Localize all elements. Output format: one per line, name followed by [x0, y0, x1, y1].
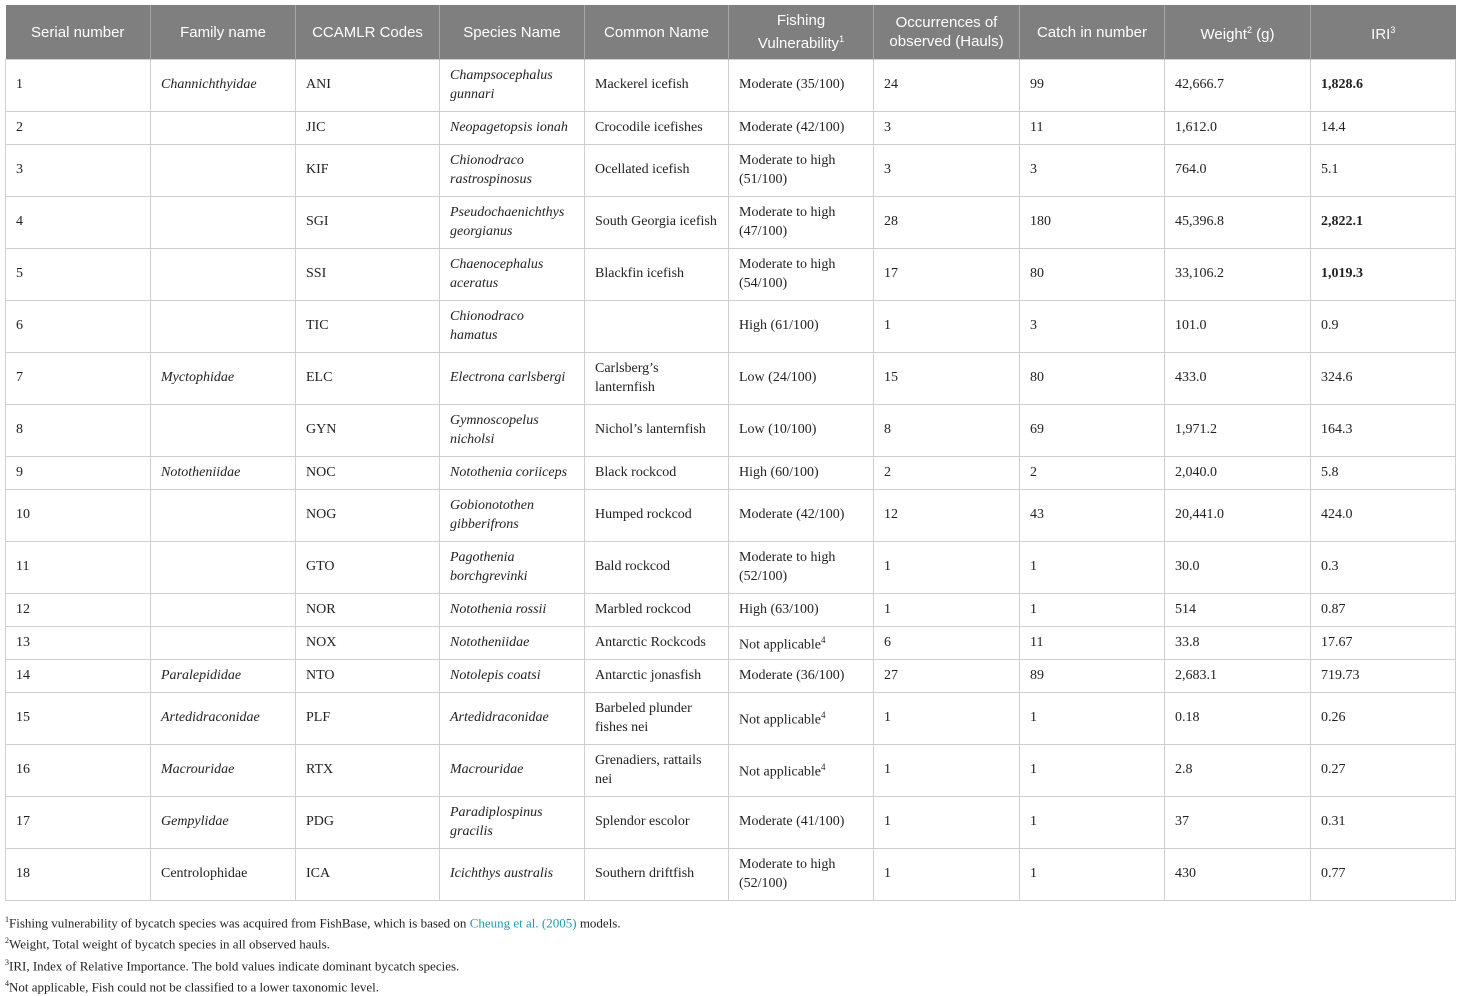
- fishing-vulnerability-value: Moderate to high (51/100): [739, 153, 836, 187]
- species-name-cell: Chaenocephalus aceratus: [440, 249, 585, 301]
- ccamlr-code-cell: NOR: [296, 594, 440, 627]
- serial-number-cell: 10: [6, 490, 151, 542]
- iri-cell: 0.31: [1311, 797, 1456, 849]
- fishing-vulnerability-cell: [729, 301, 874, 353]
- footnote-4: [5, 975, 1455, 996]
- fishing-vulnerability-value: Moderate (42/100): [739, 507, 845, 523]
- iri-cell: 719.73: [1311, 660, 1456, 693]
- occurrences-cell: 6: [874, 627, 1020, 660]
- family-name-cell: [151, 301, 296, 353]
- species-name-cell: Macrouridae: [440, 745, 585, 797]
- catch-number-cell: 3: [1020, 145, 1165, 197]
- ccamlr-code-cell: RTX: [296, 745, 440, 797]
- bycatch-table-container: [5, 5, 1455, 901]
- catch-number-cell: 43: [1020, 490, 1165, 542]
- common-name-cell: Grenadiers, rattails nei: [585, 745, 729, 797]
- column-header-label: IRI: [1371, 25, 1391, 43]
- table-row: [6, 849, 1456, 901]
- family-name-cell: Myctophidae: [151, 353, 296, 405]
- ccamlr-code-cell: ICA: [296, 849, 440, 901]
- column-header-label: Occurrences of observed (Hauls): [889, 14, 1004, 50]
- iri-cell: 1,019.3: [1311, 249, 1456, 301]
- weight-cell: 1,612.0: [1165, 112, 1311, 145]
- column-header: [729, 5, 874, 60]
- column-header-unit: (g): [1251, 25, 1275, 43]
- weight-cell: 33,106.2: [1165, 249, 1311, 301]
- serial-number-cell: 7: [6, 353, 151, 405]
- footnote-2: [5, 932, 1455, 953]
- common-name-cell: South Georgia icefish: [585, 197, 729, 249]
- ccamlr-code-cell: PLF: [296, 693, 440, 745]
- fishing-vulnerability-cell: [729, 745, 874, 797]
- fishing-vulnerability-value: High (63/100): [739, 601, 819, 617]
- column-header: [1165, 5, 1311, 60]
- family-name-cell: Macrouridae: [151, 745, 296, 797]
- iri-cell: 5.8: [1311, 457, 1456, 490]
- common-name-cell: Black rockcod: [585, 457, 729, 490]
- column-header: [874, 5, 1020, 60]
- iri-cell: 5.1: [1311, 145, 1456, 197]
- species-name-cell: Notothenia rossii: [440, 594, 585, 627]
- fishing-vulnerability-cell: [729, 594, 874, 627]
- species-name-cell: Notothenia coriiceps: [440, 457, 585, 490]
- common-name-cell: Carlsberg’s lanternfish: [585, 353, 729, 405]
- iri-cell: 0.9: [1311, 301, 1456, 353]
- serial-number-cell: 4: [6, 197, 151, 249]
- column-header-label: Catch in number: [1036, 23, 1148, 41]
- column-header-label: Family name: [180, 23, 266, 41]
- fishing-vulnerability-cell: [729, 145, 874, 197]
- common-name-cell: Antarctic jonasfish: [585, 660, 729, 693]
- column-header: [6, 5, 151, 60]
- fishing-vulnerability-value: Low (24/100): [739, 370, 817, 386]
- fishing-vulnerability-cell: [729, 660, 874, 693]
- family-name-cell: [151, 542, 296, 594]
- species-name-cell: Electrona carlsbergi: [440, 353, 585, 405]
- iri-cell: 1,828.6: [1311, 60, 1456, 112]
- occurrences-cell: 17: [874, 249, 1020, 301]
- serial-number-cell: 14: [6, 660, 151, 693]
- serial-number-cell: 6: [6, 301, 151, 353]
- occurrences-cell: 24: [874, 60, 1020, 112]
- fishing-vulnerability-value: Not applicable: [739, 713, 822, 729]
- column-header: [151, 5, 296, 60]
- column-header: [296, 5, 440, 60]
- ccamlr-code-cell: NOC: [296, 457, 440, 490]
- table-body: [6, 60, 1456, 901]
- occurrences-cell: 3: [874, 145, 1020, 197]
- fishing-vulnerability-cell: [729, 490, 874, 542]
- column-header: [1311, 5, 1456, 60]
- serial-number-cell: 18: [6, 849, 151, 901]
- family-name-cell: Channichthyidae: [151, 60, 296, 112]
- occurrences-cell: 1: [874, 594, 1020, 627]
- table-row: [6, 594, 1456, 627]
- serial-number-cell: 16: [6, 745, 151, 797]
- fishing-vulnerability-value: Moderate (36/100): [739, 667, 845, 683]
- occurrences-cell: 15: [874, 353, 1020, 405]
- iri-cell: 0.3: [1311, 542, 1456, 594]
- weight-cell: 30.0: [1165, 542, 1311, 594]
- family-name-cell: Artedidraconidae: [151, 693, 296, 745]
- footnote-1: [5, 911, 1455, 932]
- occurrences-cell: 1: [874, 745, 1020, 797]
- species-name-cell: Paradiplospinus gracilis: [440, 797, 585, 849]
- serial-number-cell: 17: [6, 797, 151, 849]
- catch-number-cell: 1: [1020, 797, 1165, 849]
- occurrences-cell: 1: [874, 301, 1020, 353]
- family-name-cell: Centrolophidae: [151, 849, 296, 901]
- catch-number-cell: 3: [1020, 301, 1165, 353]
- common-name-cell: Barbeled plunder fishes nei: [585, 693, 729, 745]
- fishing-vulnerability-cell: [729, 797, 874, 849]
- fishing-vulnerability-cell: [729, 112, 874, 145]
- species-name-cell: Gymnoscopelus nicholsi: [440, 405, 585, 457]
- catch-number-cell: 1: [1020, 542, 1165, 594]
- fishing-vulnerability-cell: [729, 249, 874, 301]
- ccamlr-code-cell: ELC: [296, 353, 440, 405]
- weight-cell: 1,971.2: [1165, 405, 1311, 457]
- catch-number-cell: 80: [1020, 353, 1165, 405]
- column-header-footnote-marker: 2: [1246, 24, 1252, 35]
- fishing-vulnerability-value: Moderate to high (52/100): [739, 857, 836, 891]
- weight-cell: 2,040.0: [1165, 457, 1311, 490]
- table-row: [6, 301, 1456, 353]
- ccamlr-code-cell: PDG: [296, 797, 440, 849]
- fishing-vulnerability-value: Moderate (42/100): [739, 119, 845, 135]
- fishing-vulnerability-cell: [729, 849, 874, 901]
- weight-cell: 37: [1165, 797, 1311, 849]
- fishing-vulnerability-value: Moderate to high (52/100): [739, 550, 836, 584]
- column-header: [585, 5, 729, 60]
- common-name-cell: Mackerel icefish: [585, 60, 729, 112]
- serial-number-cell: 3: [6, 145, 151, 197]
- footnote-3-marker: 3: [5, 957, 9, 967]
- iri-cell: 164.3: [1311, 405, 1456, 457]
- weight-cell: 430: [1165, 849, 1311, 901]
- footnote-4-marker: 4: [5, 978, 9, 988]
- column-header-label: CCAMLR Codes: [312, 23, 423, 41]
- occurrences-cell: 12: [874, 490, 1020, 542]
- common-name-cell: Ocellated icefish: [585, 145, 729, 197]
- column-header-footnote-marker: 1: [839, 34, 845, 44]
- table-row: [6, 112, 1456, 145]
- serial-number-cell: 9: [6, 457, 151, 490]
- occurrences-cell: 1: [874, 542, 1020, 594]
- family-name-cell: [151, 627, 296, 660]
- serial-number-cell: 11: [6, 542, 151, 594]
- serial-number-cell: 8: [6, 405, 151, 457]
- common-name-cell: Splendor escolor: [585, 797, 729, 849]
- serial-number-cell: 15: [6, 693, 151, 745]
- catch-number-cell: 99: [1020, 60, 1165, 112]
- serial-number-cell: 5: [6, 249, 151, 301]
- ccamlr-code-cell: JIC: [296, 112, 440, 145]
- species-name-cell: Notolepis coatsi: [440, 660, 585, 693]
- serial-number-cell: 13: [6, 627, 151, 660]
- footnote-4-text: Not applicable, Fish could not be classified to a lower taxonomic level.: [9, 979, 380, 995]
- ccamlr-code-cell: GYN: [296, 405, 440, 457]
- table-row: [6, 490, 1456, 542]
- fishing-vulnerability-cell: [729, 405, 874, 457]
- table-row: [6, 249, 1456, 301]
- catch-number-cell: 2: [1020, 457, 1165, 490]
- table-header-row: [6, 5, 1456, 60]
- footnote-2-marker: 2: [5, 936, 9, 946]
- ccamlr-code-cell: TIC: [296, 301, 440, 353]
- family-name-cell: [151, 594, 296, 627]
- species-name-cell: Gobionotothen gibberifrons: [440, 490, 585, 542]
- bycatch-species-table: [5, 5, 1456, 901]
- column-header-label: Fishing Vulnerability: [757, 12, 840, 52]
- common-name-cell: Marbled rockcod: [585, 594, 729, 627]
- catch-number-cell: 180: [1020, 197, 1165, 249]
- fishing-vulnerability-value: Low (10/100): [739, 422, 817, 438]
- weight-cell: 0.18: [1165, 693, 1311, 745]
- footnote-1-text: Fishing vulnerability of bycatch species was acquired from FishBase, which is based on: [9, 915, 470, 931]
- serial-number-cell: 12: [6, 594, 151, 627]
- weight-cell: 20,441.0: [1165, 490, 1311, 542]
- occurrences-cell: 1: [874, 849, 1020, 901]
- citation-link-cheung-2005[interactable]: Cheung et al. (2005): [469, 915, 577, 931]
- table-row: [6, 457, 1456, 490]
- iri-cell: 14.4: [1311, 112, 1456, 145]
- ccamlr-code-cell: NOX: [296, 627, 440, 660]
- iri-cell: 0.27: [1311, 745, 1456, 797]
- fishing-vulnerability-value: Moderate (41/100): [739, 814, 845, 830]
- fishing-vulnerability-value: High (61/100): [739, 318, 819, 334]
- catch-number-cell: 89: [1020, 660, 1165, 693]
- table-row: [6, 660, 1456, 693]
- table-row: [6, 797, 1456, 849]
- table-row: [6, 60, 1456, 112]
- catch-number-cell: 1: [1020, 594, 1165, 627]
- column-header: [1020, 5, 1165, 60]
- weight-cell: 45,396.8: [1165, 197, 1311, 249]
- fishing-vulnerability-value: Not applicable: [739, 765, 822, 781]
- species-name-cell: Pagothenia borchgrevinki: [440, 542, 585, 594]
- common-name-cell: Nichol’s lanternfish: [585, 405, 729, 457]
- fishing-vulnerability-value: Moderate to high (54/100): [739, 257, 836, 291]
- footnote-3: [5, 954, 1455, 975]
- family-name-cell: [151, 112, 296, 145]
- species-name-cell: Chionodraco rastrospinosus: [440, 145, 585, 197]
- column-header-label: Common Name: [603, 23, 710, 41]
- fishing-vulnerability-value: Moderate (35/100): [739, 77, 845, 93]
- common-name-cell: Blackfin icefish: [585, 249, 729, 301]
- common-name-cell: Bald rockcod: [585, 542, 729, 594]
- family-name-cell: [151, 197, 296, 249]
- common-name-cell: Crocodile icefishes: [585, 112, 729, 145]
- iri-cell: 2,822.1: [1311, 197, 1456, 249]
- family-name-cell: Nototheniidae: [151, 457, 296, 490]
- family-name-cell: [151, 249, 296, 301]
- catch-number-cell: 1: [1020, 849, 1165, 901]
- weight-cell: 2.8: [1165, 745, 1311, 797]
- occurrences-cell: 1: [874, 797, 1020, 849]
- species-name-cell: Nototheniidae: [440, 627, 585, 660]
- column-header-label: Serial number: [31, 23, 125, 41]
- occurrences-cell: 3: [874, 112, 1020, 145]
- table-row: [6, 745, 1456, 797]
- fishing-vulnerability-value: Not applicable: [739, 637, 822, 653]
- ccamlr-code-cell: KIF: [296, 145, 440, 197]
- weight-cell: 433.0: [1165, 353, 1311, 405]
- table-footnotes: [5, 911, 1455, 996]
- ccamlr-code-cell: GTO: [296, 542, 440, 594]
- footnote-marker: 4: [821, 762, 826, 773]
- ccamlr-code-cell: NTO: [296, 660, 440, 693]
- iri-cell: 424.0: [1311, 490, 1456, 542]
- species-name-cell: Artedidraconidae: [440, 693, 585, 745]
- fishing-vulnerability-value: Moderate to high (47/100): [739, 205, 836, 239]
- species-name-cell: Champsocephalus gunnari: [440, 60, 585, 112]
- fishing-vulnerability-value: High (60/100): [739, 464, 819, 480]
- footnote-marker: 4: [821, 634, 826, 645]
- footnote-3-text: IRI, Index of Relative Importance. The bold values indicate dominant bycatch species.: [9, 957, 460, 973]
- footnote-1-text-end: models.: [576, 915, 621, 931]
- column-header: [440, 5, 585, 60]
- common-name-cell: Antarctic Rockcods: [585, 627, 729, 660]
- table-row: [6, 542, 1456, 594]
- weight-cell: 101.0: [1165, 301, 1311, 353]
- fishing-vulnerability-cell: [729, 60, 874, 112]
- fishing-vulnerability-cell: [729, 542, 874, 594]
- fishing-vulnerability-cell: [729, 627, 874, 660]
- common-name-cell: Humped rockcod: [585, 490, 729, 542]
- footnote-marker: 4: [821, 710, 826, 721]
- occurrences-cell: 27: [874, 660, 1020, 693]
- catch-number-cell: 1: [1020, 693, 1165, 745]
- iri-cell: 0.26: [1311, 693, 1456, 745]
- table-row: [6, 353, 1456, 405]
- serial-number-cell: 1: [6, 60, 151, 112]
- fishing-vulnerability-cell: [729, 457, 874, 490]
- family-name-cell: Gempylidae: [151, 797, 296, 849]
- occurrences-cell: 2: [874, 457, 1020, 490]
- iri-cell: 0.87: [1311, 594, 1456, 627]
- family-name-cell: [151, 405, 296, 457]
- occurrences-cell: 8: [874, 405, 1020, 457]
- catch-number-cell: 1: [1020, 745, 1165, 797]
- column-header-footnote-marker: 3: [1390, 24, 1396, 35]
- fishing-vulnerability-cell: [729, 353, 874, 405]
- serial-number-cell: 2: [6, 112, 151, 145]
- iri-cell: 0.77: [1311, 849, 1456, 901]
- common-name-cell: Southern driftfish: [585, 849, 729, 901]
- occurrences-cell: 28: [874, 197, 1020, 249]
- species-name-cell: Chionodraco hamatus: [440, 301, 585, 353]
- ccamlr-code-cell: NOG: [296, 490, 440, 542]
- catch-number-cell: 69: [1020, 405, 1165, 457]
- catch-number-cell: 80: [1020, 249, 1165, 301]
- weight-cell: 2,683.1: [1165, 660, 1311, 693]
- fishing-vulnerability-cell: [729, 197, 874, 249]
- footnote-1-marker: 1: [5, 915, 9, 924]
- column-header-label: Weight: [1200, 25, 1247, 43]
- iri-cell: 17.67: [1311, 627, 1456, 660]
- fishing-vulnerability-cell: [729, 693, 874, 745]
- species-name-cell: Icichthys australis: [440, 849, 585, 901]
- common-name-cell: [585, 301, 729, 353]
- table-row: [6, 145, 1456, 197]
- family-name-cell: Paralepididae: [151, 660, 296, 693]
- species-name-cell: Neopagetopsis ionah: [440, 112, 585, 145]
- iri-cell: 324.6: [1311, 353, 1456, 405]
- ccamlr-code-cell: SSI: [296, 249, 440, 301]
- catch-number-cell: 11: [1020, 112, 1165, 145]
- family-name-cell: [151, 490, 296, 542]
- ccamlr-code-cell: SGI: [296, 197, 440, 249]
- table-row: [6, 693, 1456, 745]
- weight-cell: 42,666.7: [1165, 60, 1311, 112]
- weight-cell: 33.8: [1165, 627, 1311, 660]
- weight-cell: 764.0: [1165, 145, 1311, 197]
- table-row: [6, 197, 1456, 249]
- table-row: [6, 627, 1456, 660]
- family-name-cell: [151, 145, 296, 197]
- weight-cell: 514: [1165, 594, 1311, 627]
- ccamlr-code-cell: ANI: [296, 60, 440, 112]
- footnote-2-text: Weight, Total weight of bycatch species in all observed hauls.: [9, 936, 330, 952]
- occurrences-cell: 1: [874, 693, 1020, 745]
- species-name-cell: Pseudochaenichthys georgianus: [440, 197, 585, 249]
- column-header-label: Species Name: [463, 23, 561, 41]
- catch-number-cell: 11: [1020, 627, 1165, 660]
- table-row: [6, 405, 1456, 457]
